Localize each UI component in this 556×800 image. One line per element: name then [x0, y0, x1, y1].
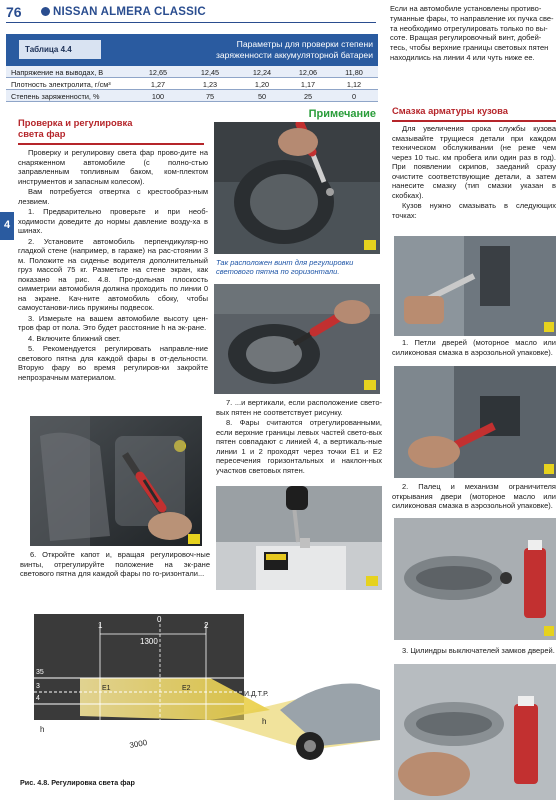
fog-line: соте. Вращая регулировочный винт, добей-	[390, 33, 542, 43]
label-35: 35	[36, 669, 44, 676]
fog-line: та необходимо отрегулировать только по вы-	[390, 23, 548, 33]
table-row	[6, 78, 378, 90]
table-cell: 1,12	[346, 80, 362, 89]
paragraph: Проверку и регулировку света фар прово-дите на снаряженном автомобиле (с полно-стью заправленным топливным баком, ком-плектом инструментов и запасным колесом).	[18, 148, 208, 186]
label-4: 4	[36, 695, 40, 702]
fog-lights-text	[390, 4, 556, 63]
paragraph: 7. ...и вертикали, если расположение свето-вых пятен не соответствует рисунку.	[216, 398, 382, 417]
table-cell: 100	[151, 92, 165, 101]
table-cell: 1,20	[254, 80, 270, 89]
table-cell: 12,65	[148, 68, 168, 77]
fog-line: Если на автомобиле установлены противо-	[390, 4, 542, 13]
paragraph: Кузов нужно смазывать в следующих точках:	[392, 201, 556, 220]
adjust-screw-illustration	[214, 122, 380, 254]
vertical-adjust-illustration	[214, 284, 380, 394]
label-0: 0	[157, 615, 162, 624]
label-h-right: h	[262, 717, 267, 726]
row-label: Плотность электролита, г/см³	[11, 80, 111, 89]
door-handle-photo	[394, 518, 556, 640]
paragraph: 2. Палец и механизм ограничителя открывания двери (моторное масло или силиконовая смазка в аэрозольной упаковке).	[392, 482, 556, 511]
lubrication-intro	[392, 124, 556, 221]
headlight-adjust-photo	[30, 416, 202, 546]
table-cell: 12,45	[200, 68, 220, 77]
table-cell: 0	[351, 92, 357, 101]
table-cell: 1,23	[202, 80, 218, 89]
dim-1300: 1300	[140, 637, 158, 646]
label-3: 3	[36, 683, 40, 690]
screwdriver-illustration	[216, 486, 382, 590]
chapter-tab: 4	[0, 212, 14, 240]
row-label: Напряжение на выводах, В	[11, 68, 104, 77]
item-2-text	[392, 482, 556, 512]
table-row	[6, 90, 378, 102]
table-row	[6, 66, 378, 78]
paragraph: 3. Цилиндры выключателей замков дверей.	[402, 646, 555, 655]
paragraph: 3. Измерьте на вашем автомобиле высоту цен-тров фар от пола. Это будет расстояние h на эк-ране.	[18, 313, 208, 333]
section-title-line: света фар	[18, 127, 66, 139]
door-check-illustration	[394, 366, 556, 478]
battery-table	[6, 34, 378, 106]
table-cell: 1,17	[300, 80, 316, 89]
paragraph: 2. Установите автомобиль перпендикуляр-но гладкой стене (например, в гараже) на рас-стоянии 3 м. Положите на сиденье водителя дополнительный груз массой 75 кг. Разметьте на стене экран, как показано на рис. 4.8. Про-дольная плоскость симметрии автомобиля должна проходить по линии 0 на экране. Кач-ните автомобиль сбоку, чтобы самоустанови-лись пружины подвесок.	[18, 236, 208, 313]
headlight-screen-diagram	[20, 600, 380, 770]
car-hub	[304, 740, 316, 752]
door-hinge-photo	[394, 236, 556, 336]
lock-cylinder-photo	[394, 664, 556, 800]
steps-7-8-text	[216, 398, 382, 476]
headlight-instructions	[18, 148, 208, 410]
paragraph: 6. Откройте капот и, вращая регулировоч-ные винты, отрегулируйте положение на эк-ране светового пятна для каждой фары по го-ризонтали...	[20, 550, 210, 579]
fog-line: находились на линии 4 или чуть ниже ее.	[390, 52, 535, 62]
label-e2: E2	[182, 685, 191, 692]
section-rule	[392, 120, 556, 122]
table-cell: 75	[205, 92, 215, 101]
label-h-left: h	[40, 725, 45, 734]
item-3-text	[392, 646, 556, 657]
header-rule	[6, 22, 376, 23]
label-idtr: И.Д.Т.Р.	[244, 691, 269, 698]
bullet-icon	[41, 7, 50, 16]
label-1: 1	[98, 621, 103, 630]
table-caption-line: Параметры для проверки степени	[236, 39, 373, 49]
fog-line: туманные фары, то направление их пучка све-	[390, 13, 554, 23]
section-title: Смазка арматуры кузова	[392, 105, 508, 116]
paragraph: 1. Предварительно проверьте и при необ-ходимости доведите до нормы давление возду-ха в шинах.	[18, 207, 208, 236]
table-tag: Таблица 4.4	[18, 39, 102, 60]
table-cell: 12,06	[298, 68, 318, 77]
note-caption	[216, 258, 382, 277]
distance-label: 3000	[128, 738, 148, 750]
page-number: 76	[6, 4, 22, 20]
table-cell: 12,24	[252, 68, 272, 77]
label-2: 2	[204, 621, 209, 630]
diagram-svg	[20, 600, 380, 770]
note-title: Примечание	[308, 108, 376, 120]
table-header	[6, 34, 378, 66]
row-label: Степень заряженности, %	[11, 92, 100, 101]
lock-cylinder-illustration	[394, 664, 556, 800]
table-caption-line: заряженности аккумуляторной батареи	[215, 49, 373, 60]
paragraph: Вам потребуется отвертка с крестообраз-ным лезвием.	[18, 187, 208, 206]
door-hinge-illustration	[394, 236, 556, 336]
caption-line: светового пятна по горизонтали.	[216, 267, 340, 277]
table-cell: 1,27	[150, 80, 166, 89]
label-e1: E1	[102, 685, 111, 692]
table-cell: 25	[303, 92, 313, 101]
item-1-text	[392, 338, 556, 358]
table-caption	[111, 39, 373, 60]
fog-line: тесь, чтобы верхние границы световых пятен	[390, 43, 549, 52]
paragraph: 4. Включите ближний свет.	[28, 333, 121, 343]
headlight-adjust-illustration	[30, 416, 202, 546]
table-cell: 11,80	[345, 68, 363, 77]
paragraph: Для увеличения срока службы кузова смазывайте трущиеся детали при каждом техническом обслуживании (не реже чем через 10 тыс. км пробега или один раз в год). При появлении скрипов, заеданий сразу очистите соответствующие детали, а затем нанесите смазку (тип смазки указан в скобках).	[392, 124, 556, 200]
step-6-text	[20, 550, 210, 580]
table-body	[6, 66, 378, 102]
book-title: NISSAN ALMERA CLASSIC	[53, 6, 206, 18]
table-cell: 50	[257, 92, 267, 101]
caption-line: Так расположен винт для регулировки	[216, 258, 354, 267]
lubrication-section-heading	[392, 106, 556, 122]
figure-caption: Рис. 4.8. Регулировка света фар	[20, 778, 135, 787]
paragraph: 5. Рекомендуется регулировать направле-ние светового пятна для каждой фары в от-дельности. Вторую фару во время регулиров-ки закройте непрозрачным материалом.	[18, 344, 208, 382]
door-check-photo	[394, 366, 556, 478]
section-rule	[18, 143, 204, 145]
headlight-section-heading	[18, 118, 204, 145]
paragraph: 8. Фары считаются отрегулированными, если верхние границы левых частей свето-вых пятен совпадают с линией 4, а вертикаль-ные линии 1 и 2 проходят через точки E1 и E2 пересечения горизонтальных и наклон-ных участков световых пятен.	[216, 418, 382, 475]
screwdriver-photo	[216, 486, 382, 590]
vertical-adjust-photo	[214, 284, 380, 394]
section-title-line: Проверка и регулировка	[18, 117, 133, 128]
paragraph: 1. Петли дверей (моторное масло или силиконовая смазка в аэрозольной упаковке).	[392, 338, 556, 357]
adjust-screw-photo	[214, 122, 380, 254]
door-handle-illustration	[394, 518, 556, 640]
